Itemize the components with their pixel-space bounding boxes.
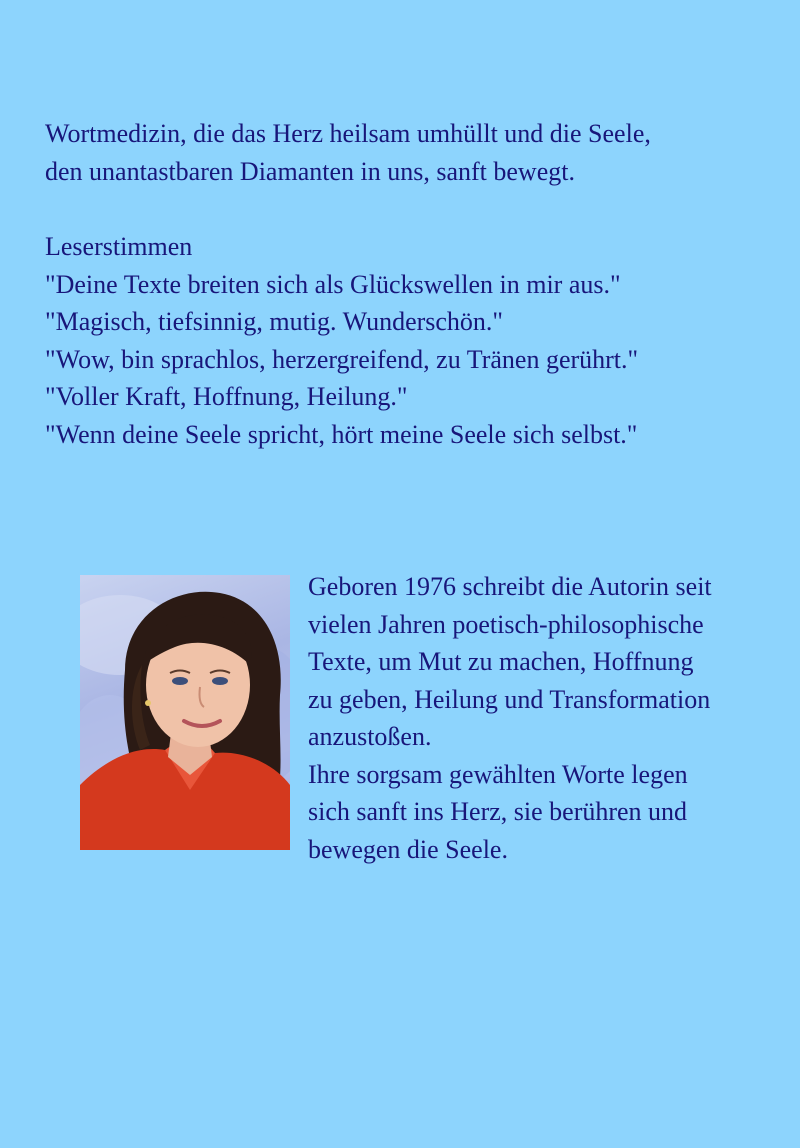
intro-text: [45, 115, 785, 190]
reader-reviews: [45, 228, 785, 453]
review-quote: "Wow, bin sprachlos, herzergreifend, zu Tränen gerührt.": [45, 344, 639, 374]
author-bio: [308, 568, 778, 868]
bio-line: zu geben, Heilung und Transformation: [308, 684, 711, 714]
review-quote: "Magisch, tiefsinnig, mutig. Wunderschön.": [45, 307, 504, 336]
review-quote: "Voller Kraft, Hoffnung, Heilung.": [45, 382, 408, 411]
author-photo: [80, 575, 290, 850]
bio-line: Texte, um Mut zu machen, Hoffnung: [308, 647, 694, 676]
bio-line: anzustoßen.: [308, 722, 432, 751]
intro-line: den unantastbaren Diamanten in uns, sanft bewegt.: [45, 156, 575, 186]
review-quote: "Wenn deine Seele spricht, hört meine Seele sich selbst.": [45, 419, 638, 449]
bio-line: sich sanft ins Herz, sie berühren und: [308, 797, 688, 826]
bio-line: vielen Jahren poetisch-philosophische: [308, 609, 704, 639]
bio-line: Ihre sorgsam gewählten Worte legen: [308, 759, 688, 789]
intro-line: Wortmedizin, die das Herz heilsam umhüllt und die Seele,: [45, 119, 651, 148]
bio-line: bewegen die Seele.: [308, 834, 508, 864]
reviews-heading: Leserstimmen: [45, 232, 193, 261]
review-quote: "Deine Texte breiten sich als Glückswellen in mir aus.": [45, 269, 621, 299]
bio-line: Geboren 1976 schreibt die Autorin seit: [308, 572, 712, 601]
